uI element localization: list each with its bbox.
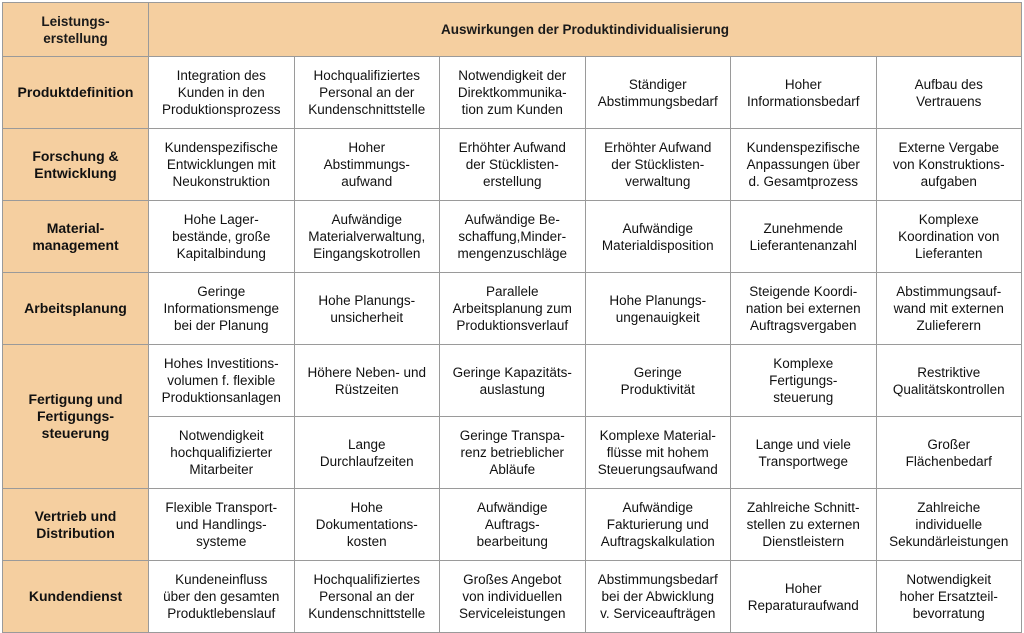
header-row	[3, 3, 1022, 57]
table-cell: Erhöhter Aufwand der Stücklisten- erstellung	[440, 129, 586, 201]
row-header: Material- management	[3, 201, 149, 273]
table-row	[3, 345, 1022, 417]
table-cell: Zahlreiche individuelle Sekundärleistungen	[876, 489, 1022, 561]
table-cell: Hohes Investitions- volumen f. flexible Produktionsanlagen	[149, 345, 295, 417]
table-cell: Aufwändige Materialdisposition	[585, 201, 731, 273]
table-cell: Steigende Koordi- nation bei externen Auftragsvergaben	[731, 273, 877, 345]
table-cell: Aufwändige Fakturierung und Auftragskalkulation	[585, 489, 731, 561]
table-cell: Hohe Lager- bestände, große Kapitalbindung	[149, 201, 295, 273]
table-cell: Geringe Transpa- renz betrieblicher Abläufe	[440, 417, 586, 489]
table-cell: Abstimmungsbedarf bei der Abwicklung v. Serviceaufträgen	[585, 561, 731, 633]
table-row	[3, 273, 1022, 345]
table-cell: Lange Durchlaufzeiten	[294, 417, 440, 489]
table-cell: Externe Vergabe von Konstruktions- aufgaben	[876, 129, 1022, 201]
table-row	[3, 561, 1022, 633]
table-cell: Hoher Reparaturaufwand	[731, 561, 877, 633]
row-header: Vertrieb und Distribution	[3, 489, 149, 561]
table-row	[3, 57, 1022, 129]
table-cell: Notwendigkeit hoher Ersatzteil- bevorratung	[876, 561, 1022, 633]
row-header: Fertigung und Fertigungs- steuerung	[3, 345, 149, 489]
main-header: Auswirkungen der Produktindividualisierung	[149, 3, 1022, 57]
impact-table	[2, 2, 1022, 633]
table-cell: Komplexe Fertigungs- steuerung	[731, 345, 877, 417]
table-cell: Komplexe Koordination von Lieferanten	[876, 201, 1022, 273]
table-cell: Geringe Kapazitäts- auslastung	[440, 345, 586, 417]
row-header: Arbeitsplanung	[3, 273, 149, 345]
table-cell: Notwendigkeit der Direktkommunika- tion zum Kunden	[440, 57, 586, 129]
table-cell: Aufwändige Be- schaffung,Minder- mengenzuschläge	[440, 201, 586, 273]
table-cell: Integration des Kunden in den Produktionsprozess	[149, 57, 295, 129]
table-cell: Kundenspezifische Anpassungen über d. Gesamtprozess	[731, 129, 877, 201]
table-row	[3, 417, 1022, 489]
table-cell: Zahlreiche Schnitt- stellen zu externen Dienstleistern	[731, 489, 877, 561]
row-header: Produktdefinition	[3, 57, 149, 129]
table-cell: Zunehmende Lieferantenanzahl	[731, 201, 877, 273]
table-cell: Notwendigkeit hochqualifizierter Mitarbeiter	[149, 417, 295, 489]
table-cell: Hohe Planungs- ungenauigkeit	[585, 273, 731, 345]
table-cell: Ständiger Abstimmungsbedarf	[585, 57, 731, 129]
corner-header: Leistungs- erstellung	[3, 3, 149, 57]
table-cell: Parallele Arbeitsplanung zum Produktionsverlauf	[440, 273, 586, 345]
row-header: Kundendienst	[3, 561, 149, 633]
table-cell: Großer Flächenbedarf	[876, 417, 1022, 489]
table-cell: Geringe Informationsmenge bei der Planung	[149, 273, 295, 345]
table-cell: Großes Angebot von individuellen Serviceleistungen	[440, 561, 586, 633]
table-row	[3, 489, 1022, 561]
table-cell: Höhere Neben- und Rüstzeiten	[294, 345, 440, 417]
table-cell: Hoher Abstimmungs- aufwand	[294, 129, 440, 201]
table-cell: Komplexe Material- flüsse mit hohem Steuerungsaufwand	[585, 417, 731, 489]
table-cell: Kundenspezifische Entwicklungen mit Neukonstruktion	[149, 129, 295, 201]
table-cell: Abstimmungsauf- wand mit externen Zulieferern	[876, 273, 1022, 345]
table-cell: Lange und viele Transportwege	[731, 417, 877, 489]
table-cell: Flexible Transport- und Handlings- systeme	[149, 489, 295, 561]
table-body	[3, 57, 1022, 633]
table-cell: Hohe Dokumentations- kosten	[294, 489, 440, 561]
table-cell: Aufwändige Materialverwaltung, Eingangskotrollen	[294, 201, 440, 273]
row-header: Forschung & Entwicklung	[3, 129, 149, 201]
table-row	[3, 201, 1022, 273]
table-cell: Erhöhter Aufwand der Stücklisten- verwaltung	[585, 129, 731, 201]
table-cell: Hoher Informationsbedarf	[731, 57, 877, 129]
table-cell: Geringe Produktivität	[585, 345, 731, 417]
table-cell: Hochqualifiziertes Personal an der Kundenschnittstelle	[294, 57, 440, 129]
table-row	[3, 129, 1022, 201]
table-cell: Aufwändige Auftrags- bearbeitung	[440, 489, 586, 561]
table-cell: Hohe Planungs- unsicherheit	[294, 273, 440, 345]
table-cell: Hochqualifiziertes Personal an der Kundenschnittstelle	[294, 561, 440, 633]
table-cell: Aufbau des Vertrauens	[876, 57, 1022, 129]
table-cell: Kundeneinfluss über den gesamten Produktlebenslauf	[149, 561, 295, 633]
table-cell: Restriktive Qualitätskontrollen	[876, 345, 1022, 417]
